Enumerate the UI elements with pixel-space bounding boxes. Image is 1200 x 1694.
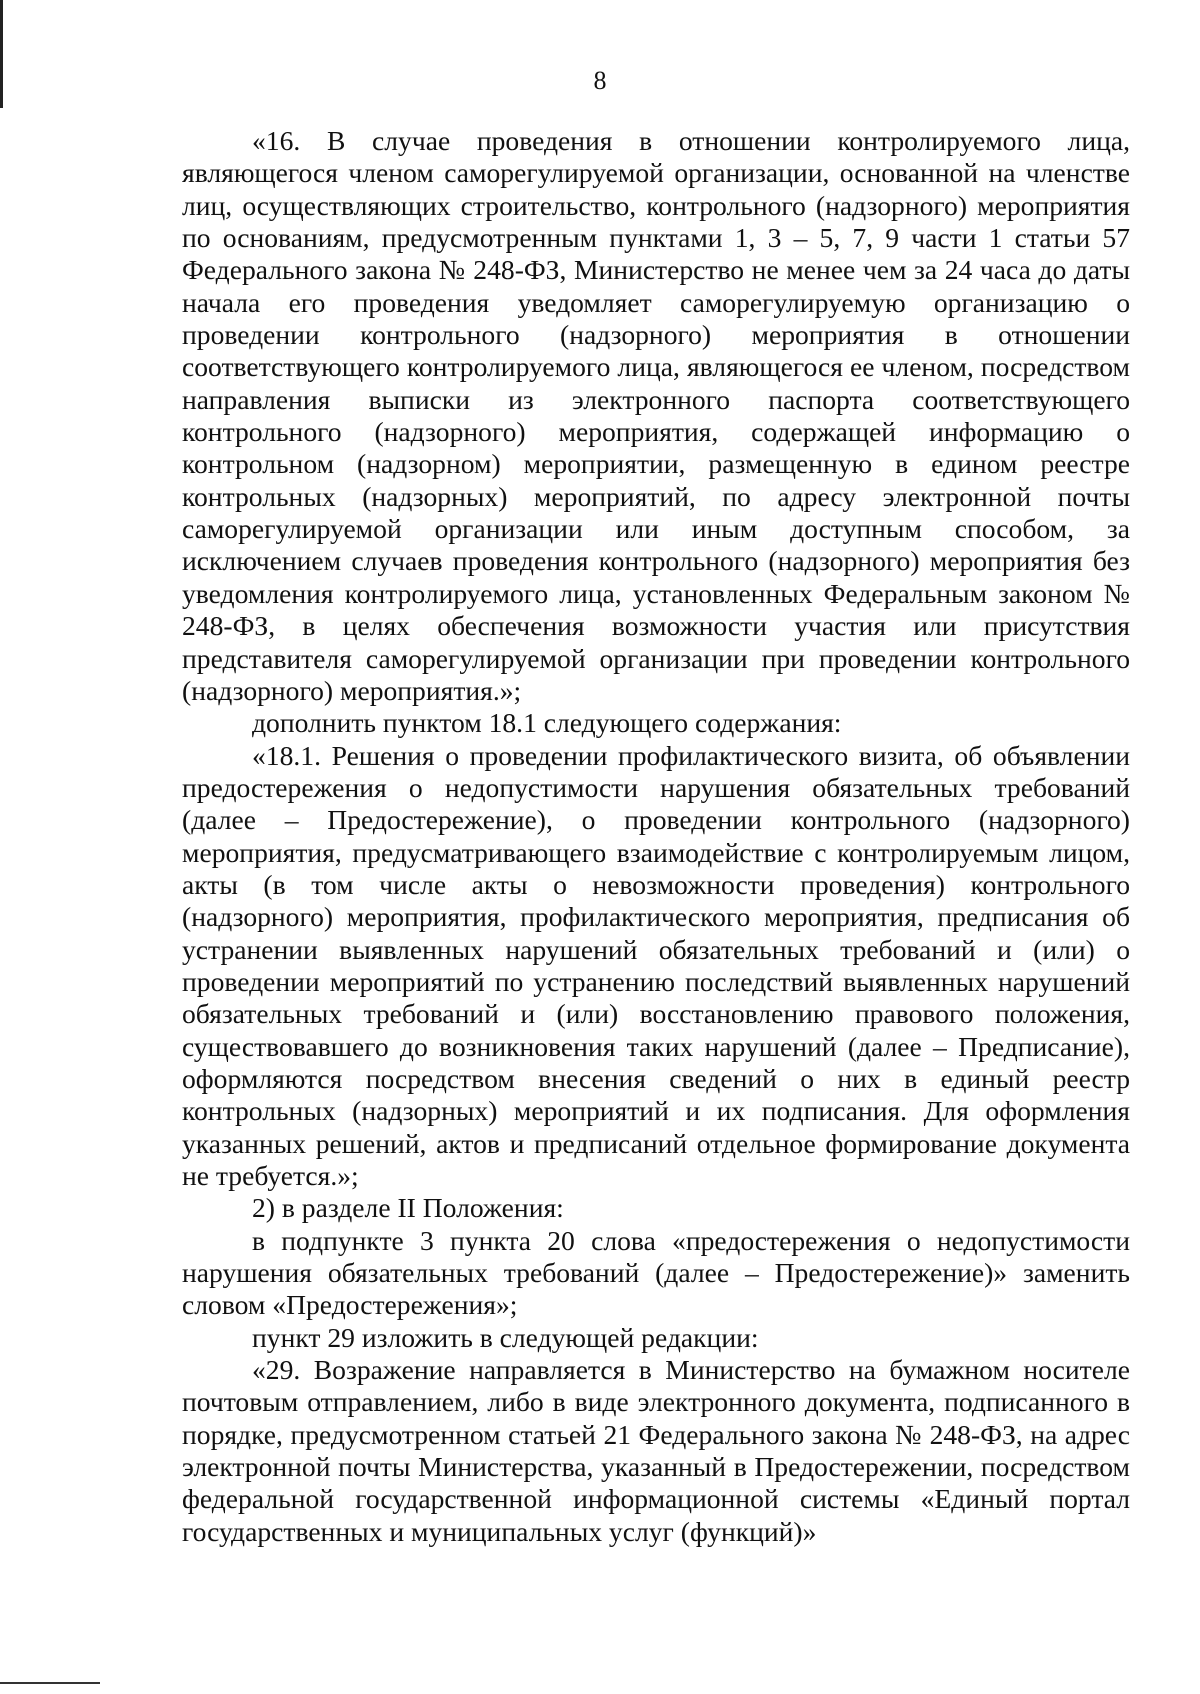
paragraph-item-18-1: «18.1. Решения о проведении профилактического визита, об объявлении предостережения о недопустимости нарушения обязательных требований (далее – Предостережение), о проведении контрольного (надзорного) мероприятия, предусматривающего взаимодействие с контролируемым лицом, акты (в том числе акты о невозможности проведения) контрольного (надзорного) мероприятия, профилактического мероприятия, предписания об устранении выявленных нарушений обязательных требований и (или) о проведении мероприятий по устранению последствий выявленных нарушений обязательных требований и (или) восстановлению правового положения, существовавшего до возникновения таких нарушений (далее – Предписание), оформляются посредством внесения сведений о них в единый реестр контрольных (надзорных) мероприятий и их подписания. Для оформления указанных решений, актов и предписаний отдельное формирование документа не требуется.»; [182, 739, 1130, 1191]
paragraph-item-29: «29. Возражение направляется в Министерство на бумажном носителе почтовым отправлением, либо в виде электронного документа, подписанного в порядке, предусмотренном статьей 21 Федерального закона № 248-ФЗ, на адрес электронной почты Министерства, указанный в Предостережении, посредством федеральной государственной информационной системы «Единый портал государственных и муниципальных услуг (функций)» [182, 1354, 1130, 1547]
paragraph-item-16: «16. В случае проведения в отношении контролируемого лица, являющегося членом саморегулируемой организации, основанной на членстве лиц, осуществляющих строительство, контрольного (надзорного) мероприятия по основаниям, предусмотренным пунктами 1, 3 – 5, 7, 9 части 1 статьи 57 Федерального закона № 248-ФЗ, Министерство не менее чем за 24 часа до даты начала его проведения уведомляет саморегулируемую организацию о проведении контрольного (надзорного) мероприятия в отношении соответствующего контролируемого лица, являющегося ее членом, посредством направления выписки из электронного паспорта соответствующего контрольного (надзорного) мероприятия, содержащей информацию о контрольном (надзорном) мероприятии, размещенную в едином реестре контрольных (надзорных) мероприятий, по адресу электронной почты саморегулируемой организации или иным доступным способом, за исключением случаев проведения контрольного (надзорного) мероприятия без уведомления контролируемого лица, установленных Федеральным законом № 248-ФЗ, в целях обеспечения возможности участия или присутствия представителя саморегулируемой организации при проведении контрольного (надзорного) мероприятия.»; [182, 125, 1130, 706]
paragraph-section-2: 2) в разделе II Положения: [252, 1192, 564, 1224]
page-number: 8 [593, 66, 607, 95]
document-body [182, 125, 1130, 1548]
paragraph-item-29-intro: пункт 29 изложить в следующей редакции: [252, 1321, 759, 1353]
scan-edge-bottom [0, 1682, 100, 1684]
paragraph-add-18-1: дополнить пунктом 18.1 следующего содержания: [252, 707, 842, 739]
paragraph-subitem-20: в подпункте 3 пункта 20 слова «предостережения о недопустимости нарушения обязательных требований (далее – Предостережение)» заменить словом «Предостережения»; [182, 1224, 1130, 1321]
